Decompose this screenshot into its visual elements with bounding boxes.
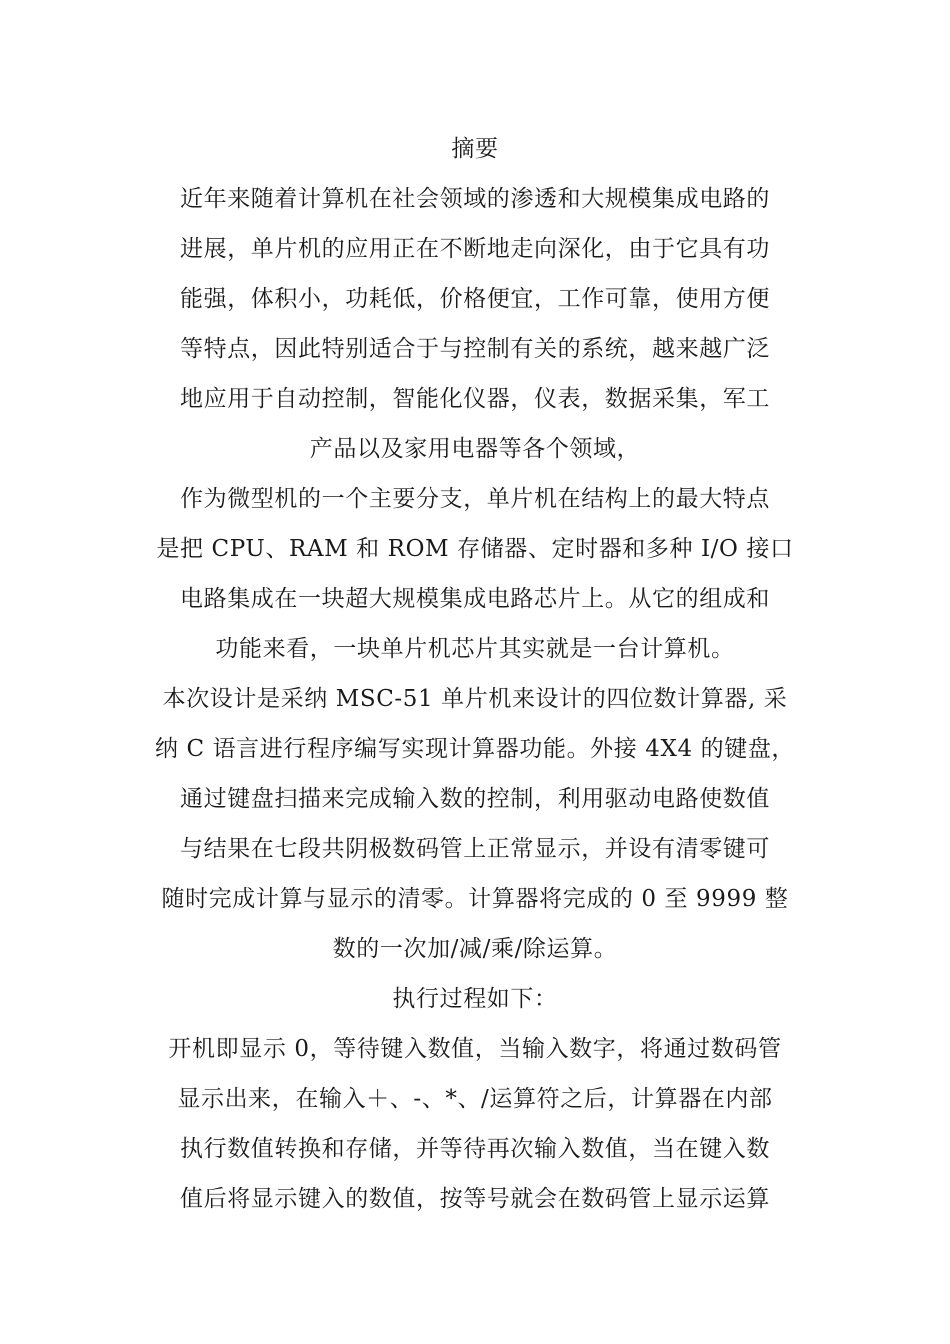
document-title: 摘要 [451,136,499,162]
text-line: 显示出来，在输入＋、-、*、/运算符之后，计算器在内部 [177,1086,773,1112]
text-line: 进展，单片机的应用正在不断地走向深化，由于它具有功 [180,236,770,262]
text-line: 近年来随着计算机在社会领域的渗透和大规模集成电路的 [180,186,770,212]
text-line: 功能来看，一块单片机芯片其实就是一台计算机。 [215,636,735,662]
text-line: 等特点，因此特别适合于与控制有关的系统，越来越广泛 [180,336,770,362]
text-line: 纳 C 语言进行程序编写实现计算器功能。外接 4X4 的键盘， [154,736,796,762]
section-heading: 执行过程如下： [392,986,558,1012]
text-line: 能强，体积小，功耗低，价格便宜，工作可靠，使用方便 [180,286,770,312]
text-line: 本次设计是采纳 MSC-51 单片机来设计的四位数计算器, 采 [162,686,788,712]
text-line: 产品以及家用电器等各个领域， [309,436,641,462]
text-line: 值后将显示键入的数值，按等号就会在数码管上显示运算 [180,1186,770,1212]
text-line: 作为微型机的一个主要分支，单片机在结构上的最大特点 [180,486,770,512]
text-line: 开机即显示 0，等待键入数值，当输入数字，将通过数码管 [168,1036,782,1062]
text-line: 是把 CPU、RAM 和 ROM 存储器、定时器和多种 I/O 接口 [156,536,794,562]
text-line: 执行数值转换和存储，并等待再次输入数值，当在键入数 [180,1136,770,1162]
text-line: 通过键盘扫描来完成输入数的控制，利用驱动电路使数值 [180,786,770,812]
text-line: 随时完成计算与显示的清零。计算器将完成的 0 至 9999 整 [161,886,789,912]
text-line: 与结果在七段共阴极数码管上正常显示，并设有清零键可 [180,836,770,862]
text-line: 电路集成在一块超大规模集成电路芯片上。从它的组成和 [180,586,770,612]
text-line: 地应用于自动控制，智能化仪器，仪表，数据采集，军工 [180,386,770,412]
text-line: 数的一次加/减/乘/除运算。 [332,936,618,962]
